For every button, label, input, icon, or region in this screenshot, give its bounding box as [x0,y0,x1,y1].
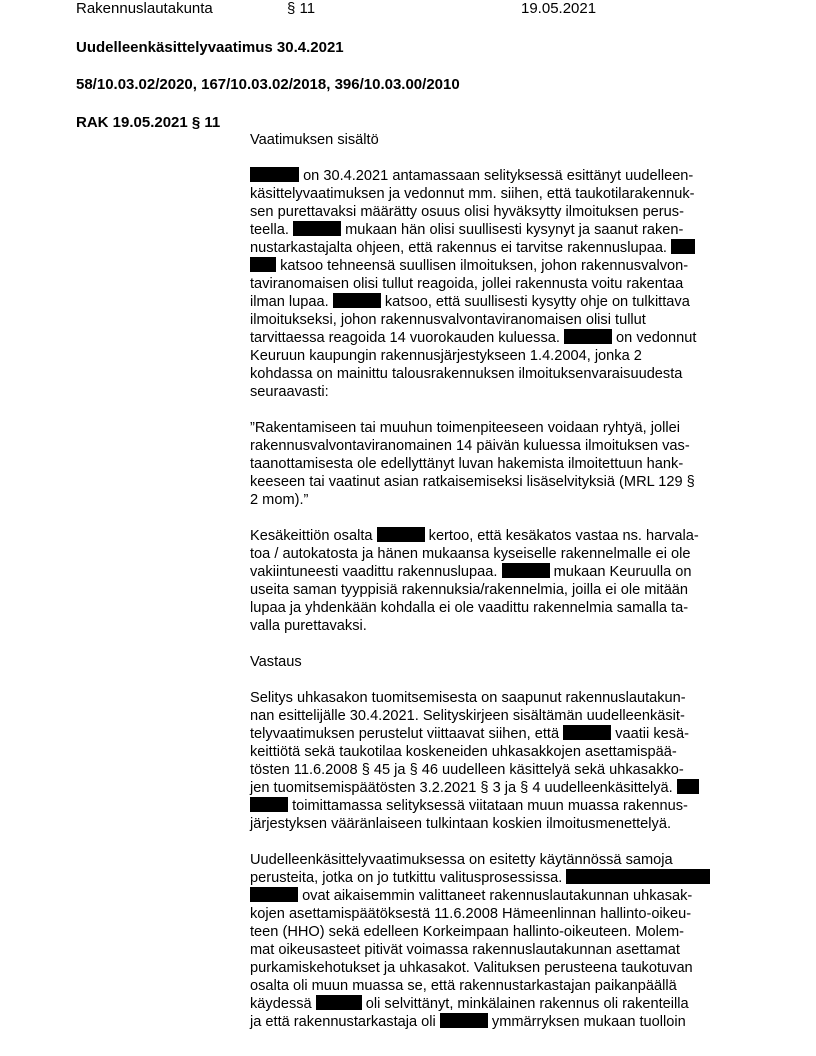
quote-line: taanottamisesta ole edellyttänyt luvan hakemista ilmoitettuun hank- [250,456,684,472]
section-heading-claim: Vaatimuksen sisältö [250,132,379,148]
text-line: vakiintuneesti vaadittu rakennuslupaa. mukaan Keuruulla on [250,564,692,580]
text-line: käydessä oli selvittänyt, minkälainen rakennus oli rakenteilla [250,996,689,1012]
text-line: ja että rakennustarkastaja oli ymmärryksen mukaan tuolloin [250,1014,686,1030]
text-line: jen tuomitsemispäätösten 3.2.2021 § 3 ja § 4 uudelleenkäsittelyä. [250,779,750,797]
redaction-box [671,239,695,254]
text-line: nan esittelijälle 30.4.2021. Selityskirjeen sisältämän uudelleenkäsit- [250,708,685,724]
redaction-box [677,779,699,794]
text-line: perusteita, jotka on jo tutkittu valitusprosessissa. [250,869,750,887]
text-line: mat oikeusasteet pitivät voimassa rakennuslautakunnan asettamat [250,942,680,958]
text-line: telyvaatimuksen perustelut viittaavat siihen, että vaatii kesä- [250,726,690,742]
document-title: Uudelleenkäsittelyvaatimus 30.4.2021 [76,39,344,56]
redaction-box [250,797,288,812]
redaction-box [502,563,550,578]
quote-line: rakennusvalvontaviranomainen 14 päivän kuluessa ilmoituksen vas- [250,438,690,454]
meeting-date: 19.05.2021 [521,0,597,17]
text-line: kojen asettamispäätöksestä 11.6.2008 Hämeenlinnan hallinto-oikeu- [250,906,692,922]
committee-name: Rakennuslautakunta [76,0,213,17]
text-line: kohdassa on mainittu talousrakennuksen ilmoituksenvaraisuudesta [250,366,683,382]
text-line: on 30.4.2021 antamassaan selityksessä esittänyt uudelleen- [250,167,750,185]
text-line: toa / autokatosta ja hänen mukaansa kyseiselle rakennelmalle ei ole [250,546,691,562]
text-line: teen (HHO) sekä edelleen Korkeimpaan hallinto-oikeuteen. Molem- [250,924,684,940]
redaction-box [250,887,298,902]
case-numbers: 58/10.03.02/2020, 167/10.03.02/2018, 396/10.03.00/2010 [76,76,460,93]
text-line: katsoo tehneensä suullisen ilmoituksen, johon rakennusvalvon- [250,257,750,275]
redaction-box [293,221,341,236]
text-line: Kesäkeittiön osalta kertoo, että kesäkatos vastaa ns. harvala- [250,528,699,544]
text-line: Selitys uhkasakon tuomitsemisesta on saapunut rakennuslautakun- [250,690,686,706]
meeting-reference: RAK 19.05.2021 § 11 [76,114,221,131]
redaction-box [564,329,612,344]
text-line: nustarkastajalta ohjeen, että rakennus ei tarvitse rakennuslupaa. [250,239,750,257]
redaction-box [377,527,425,542]
text-line: tösten 11.6.2008 § 45 ja § 46 uudelleen käsittelyä sekä uhkasakko- [250,762,684,778]
document-body [250,131,750,1031]
text-line: ovat aikaisemmin valittaneet rakennuslautakunnan uhkasak- [250,887,750,905]
redaction-box [566,869,710,884]
text-line: tarvittaessa reagoida 14 vuorokauden kuluessa. on vedonnut [250,330,697,346]
redaction-box [250,167,299,182]
text-line: seuraavasti: [250,384,329,400]
text-line: taviranomaisen olisi tullut reagoida, jollei rakennusta voitu rakentaa [250,276,684,292]
text-line: lupaa ja yhdenkään kohdalla ei ole vaadittu rakennelmia samalla ta- [250,600,689,616]
text-line: osalta oli muun muassa se, että rakennustarkastajan paikanpäällä [250,978,677,994]
text-line: ilman lupaa. katsoo, että suullisesti kysytty ohje on tulkittava [250,294,690,310]
text-line: toimittamassa selityksessä viitataan muun muassa rakennus- [250,797,750,815]
text-line: keittiötä sekä taukotilaa koskeneiden uhkasakkojen asettamispää- [250,744,677,760]
text-line: useita saman tyyppisiä rakennuksia/rakennelmia, joilla ei ole mitään [250,582,689,598]
text-line: valla purettavaksi. [250,618,367,634]
quote-line: keeseen tai vaatinut asian ratkaisemiseksi lisäselvityksiä (MRL 129 § [250,474,695,490]
redaction-box [316,995,362,1010]
text-line: Keuruun kaupungin rakennusjärjestykseen 1.4.2004, jonka 2 [250,348,642,364]
text-line: käsittelyvaatimuksen ja vedonnut mm. siihen, että taukotilarakennuk- [250,186,695,202]
text-line: sen purettavaksi määrätty osuus olisi hyväksytty ilmoituksen perus- [250,204,684,220]
text-line: purkamiskehotukset ja uhkasakot. Valituksen perusteena taukotuvan [250,960,693,976]
quote-line: 2 mom).” [250,492,309,508]
text-line: järjestyksen vääränlaiseen tulkintaan koskien ilmoitusmenettelyä. [250,816,672,832]
section-number: § 11 [287,0,316,17]
text-line: Uudelleenkäsittelyvaatimuksessa on esitetty käytännössä samoja [250,852,673,868]
quote-line: ”Rakentamiseen tai muuhun toimenpiteeseen voidaan ryhtyä, jollei [250,420,680,436]
redaction-box [563,725,611,740]
text-line: ilmoitukseksi, johon rakennusvalvontaviranomaisen olisi tullut [250,312,646,328]
text-line: teella. mukaan hän olisi suullisesti kysynyt ja saanut raken- [250,222,684,238]
redaction-box [440,1013,488,1028]
section-heading-answer: Vastaus [250,654,302,670]
redaction-box [250,257,276,272]
redaction-box [333,293,381,308]
